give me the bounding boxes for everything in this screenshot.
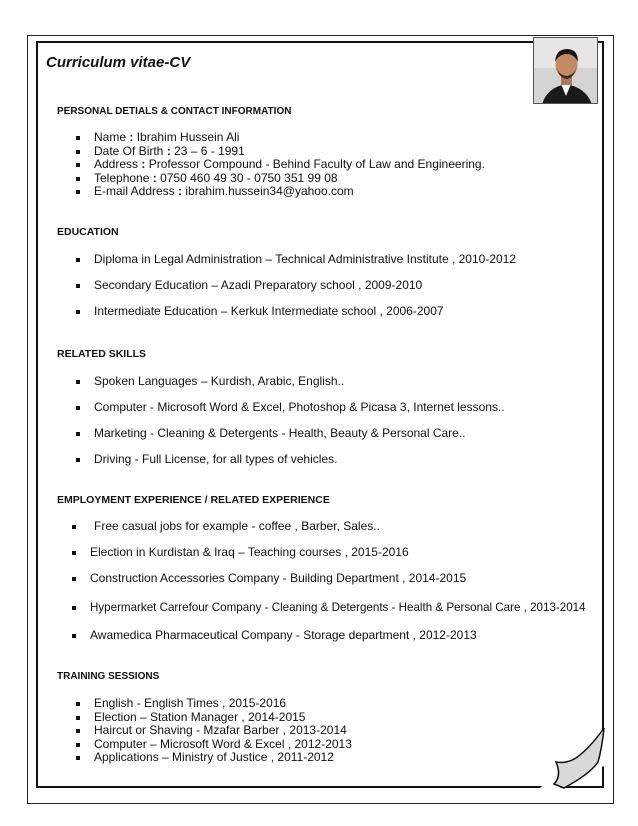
list-item: Address : Professor Compound - Behind Faculty of Law and Engineering. <box>76 158 485 172</box>
skills-list <box>76 375 505 479</box>
bullet-square-icon <box>72 634 76 638</box>
bullet-square-icon <box>76 716 80 720</box>
list-item: Intermediate Education – Kerkuk Intermediate school , 2006-2007 <box>76 305 516 319</box>
bullet-square-icon <box>76 406 80 410</box>
bullet-square-icon <box>76 743 80 747</box>
bullet-square-icon <box>76 190 80 194</box>
cv-title: Curriculum vitae-CV <box>46 54 191 71</box>
bullet-square-icon <box>76 258 80 262</box>
employment-heading: EMPLOYMENT EXPERIENCE / RELATED EXPERIENCE <box>57 494 330 506</box>
bullet-square-icon <box>76 177 80 181</box>
list-item: Date Of Birth : 23 – 6 - 1991 <box>76 145 485 159</box>
training-list <box>76 697 352 765</box>
list-item: Applications – Ministry of Justice , 2011-2012 <box>76 751 352 765</box>
bullet-square-icon <box>76 702 80 706</box>
list-item: Diploma in Legal Administration – Technical Administrative Institute , 2010-2012 <box>76 253 516 267</box>
bullet-square-icon <box>76 380 80 384</box>
list-item: Marketing - Cleaning & Detergents - Health, Beauty & Personal Care.. <box>76 427 505 441</box>
list-item: Free casual jobs for example - coffee , Barber, Sales.. <box>72 520 612 534</box>
bullet-square-icon <box>76 432 80 436</box>
list-item: Construction Accessories Company - Building Department , 2014-2015 <box>72 572 612 586</box>
education-list <box>76 253 516 331</box>
list-item: Spoken Languages – Kurdish, Arabic, English.. <box>76 375 505 389</box>
list-item: Election – Station Manager , 2014-2015 <box>76 711 352 725</box>
list-item: English - English Times , 2015-2016 <box>76 697 352 711</box>
employment-list <box>72 520 612 643</box>
bullet-square-icon <box>76 136 80 140</box>
bullet-square-icon <box>72 577 76 581</box>
training-heading: TRAINING SESSIONS <box>57 671 160 682</box>
bullet-square-icon <box>76 729 80 733</box>
personal-details-list <box>76 131 485 199</box>
bullet-square-icon <box>76 163 80 167</box>
bullet-square-icon <box>76 150 80 154</box>
list-item: Telephone : 0750 460 49 30 - 0750 351 99 08 <box>76 172 485 186</box>
bullet-square-icon <box>72 525 76 529</box>
bullet-square-icon <box>76 458 80 462</box>
list-item: Haircut or Shaving - Mzafar Barber , 2013-2014 <box>76 724 352 738</box>
list-item: Awamedica Pharmaceutical Company - Storage department , 2012-2013 <box>72 629 612 643</box>
bullet-square-icon <box>72 606 76 610</box>
education-heading: EDUCATION <box>57 226 119 238</box>
skills-heading: RELATED SKILLS <box>57 348 147 360</box>
bullet-square-icon <box>76 310 80 314</box>
list-item: Hypermarket Carrefour Company - Cleaning & Detergents - Health & Personal Care , 2013-2014 <box>72 601 612 615</box>
list-item: Name : Ibrahim Hussein Ali <box>76 131 485 145</box>
list-item: Election in Kurdistan & Iraq – Teaching courses , 2015-2016 <box>72 546 612 560</box>
bullet-square-icon <box>76 284 80 288</box>
profile-photo <box>533 37 598 104</box>
page-curl-corner <box>540 728 606 790</box>
list-item: E-mail Address : ibrahim.hussein34@yahoo.com <box>76 185 485 199</box>
list-item: Computer – Microsoft Word & Excel , 2012-2013 <box>76 738 352 752</box>
bullet-square-icon <box>72 551 76 555</box>
list-item: Secondary Education – Azadi Preparatory school , 2009-2010 <box>76 279 516 293</box>
personal-details-heading: PERSONAL DETIALS & CONTACT INFORMATION <box>57 106 292 117</box>
bullet-square-icon <box>76 756 80 760</box>
list-item: Driving - Full License, for all types of vehicles. <box>76 453 505 467</box>
list-item: Computer - Microsoft Word & Excel, Photoshop & Picasa 3, Internet lessons.. <box>76 401 505 415</box>
